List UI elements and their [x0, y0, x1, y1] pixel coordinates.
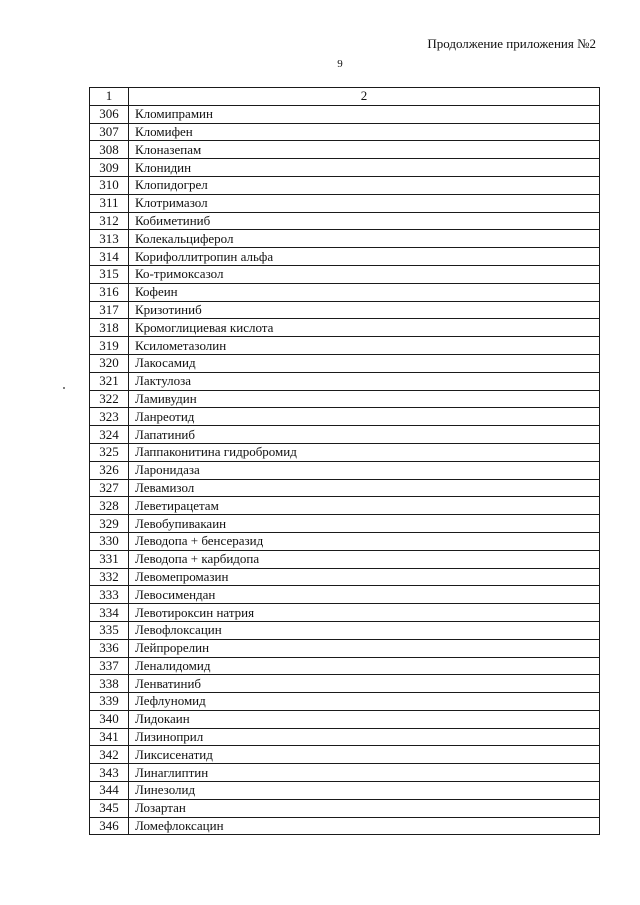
drug-name-cell: Клоназепам	[129, 141, 600, 159]
drug-name-cell: Лозартан	[129, 799, 600, 817]
drug-name-cell: Левосимендан	[129, 586, 600, 604]
table-row	[90, 710, 600, 728]
row-number-cell: 343	[90, 764, 129, 782]
row-number-cell: 322	[90, 390, 129, 408]
row-number-cell: 335	[90, 621, 129, 639]
table-row	[90, 479, 600, 497]
drug-name-cell: Левобупивакаин	[129, 515, 600, 533]
row-number-cell: 338	[90, 675, 129, 693]
table-row	[90, 408, 600, 426]
drug-name-cell: Левомепромазин	[129, 568, 600, 586]
drug-name-cell: Колекальциферол	[129, 230, 600, 248]
drug-name-cell: Леналидомид	[129, 657, 600, 675]
table-row	[90, 550, 600, 568]
drug-name-cell: Левофлоксацин	[129, 621, 600, 639]
table-row	[90, 372, 600, 390]
table-header-row	[90, 88, 600, 106]
table-row	[90, 141, 600, 159]
table-body	[90, 105, 600, 835]
table-row	[90, 390, 600, 408]
table-row	[90, 568, 600, 586]
drug-name-cell: Ламивудин	[129, 390, 600, 408]
scan-speck	[63, 387, 65, 389]
column-header-number: 1	[90, 88, 129, 106]
row-number-cell: 325	[90, 443, 129, 461]
table-row	[90, 105, 600, 123]
table-row	[90, 354, 600, 372]
drug-name-cell: Лактулоза	[129, 372, 600, 390]
table-row	[90, 817, 600, 835]
drug-name-cell: Лапатиниб	[129, 426, 600, 444]
drug-list-table-container	[89, 87, 600, 835]
row-number-cell: 327	[90, 479, 129, 497]
row-number-cell: 330	[90, 532, 129, 550]
table-row	[90, 319, 600, 337]
row-number-cell: 329	[90, 515, 129, 533]
row-number-cell: 307	[90, 123, 129, 141]
drug-name-cell: Клонидин	[129, 159, 600, 177]
column-header-name: 2	[129, 88, 600, 106]
row-number-cell: 346	[90, 817, 129, 835]
row-number-cell: 318	[90, 319, 129, 337]
drug-name-cell: Кломифен	[129, 123, 600, 141]
drug-name-cell: Корифоллитропин альфа	[129, 248, 600, 266]
row-number-cell: 313	[90, 230, 129, 248]
drug-name-cell: Кофеин	[129, 283, 600, 301]
row-number-cell: 342	[90, 746, 129, 764]
drug-name-cell: Клопидогрел	[129, 176, 600, 194]
drug-name-cell: Ланреотид	[129, 408, 600, 426]
row-number-cell: 309	[90, 159, 129, 177]
drug-name-cell: Ко-тримоксазол	[129, 265, 600, 283]
table-row	[90, 782, 600, 800]
drug-name-cell: Ликсисенатид	[129, 746, 600, 764]
drug-name-cell: Левотироксин натрия	[129, 604, 600, 622]
table-row	[90, 248, 600, 266]
drug-name-cell: Кобиметиниб	[129, 212, 600, 230]
appendix-continuation-note: Продолжение приложения №2	[427, 36, 596, 51]
row-number-cell: 311	[90, 194, 129, 212]
table-row	[90, 604, 600, 622]
drug-name-cell: Лакосамид	[129, 354, 600, 372]
table-row	[90, 265, 600, 283]
table-row	[90, 212, 600, 230]
drug-name-cell: Кромоглициевая кислота	[129, 319, 600, 337]
table-row	[90, 746, 600, 764]
table-row	[90, 586, 600, 604]
drug-name-cell: Кризотиниб	[129, 301, 600, 319]
table-row	[90, 283, 600, 301]
row-number-cell: 336	[90, 639, 129, 657]
row-number-cell: 326	[90, 461, 129, 479]
drug-name-cell: Леветирацетам	[129, 497, 600, 515]
row-number-cell: 328	[90, 497, 129, 515]
table-row	[90, 799, 600, 817]
drug-name-cell: Ломефлоксацин	[129, 817, 600, 835]
table-row	[90, 159, 600, 177]
drug-name-cell: Клотримазол	[129, 194, 600, 212]
row-number-cell: 306	[90, 105, 129, 123]
drug-name-cell: Ларонидаза	[129, 461, 600, 479]
table-row	[90, 693, 600, 711]
table-row	[90, 123, 600, 141]
row-number-cell: 341	[90, 728, 129, 746]
row-number-cell: 312	[90, 212, 129, 230]
row-number-cell: 319	[90, 337, 129, 355]
row-number-cell: 339	[90, 693, 129, 711]
row-number-cell: 321	[90, 372, 129, 390]
drug-list-table	[89, 87, 600, 835]
table-row	[90, 194, 600, 212]
table-row	[90, 764, 600, 782]
table-row	[90, 461, 600, 479]
row-number-cell: 344	[90, 782, 129, 800]
row-number-cell: 317	[90, 301, 129, 319]
drug-name-cell: Линезолид	[129, 782, 600, 800]
row-number-cell: 320	[90, 354, 129, 372]
row-number-cell: 323	[90, 408, 129, 426]
drug-name-cell: Леводопа + бенсеразид	[129, 532, 600, 550]
drug-name-cell: Левамизол	[129, 479, 600, 497]
row-number-cell: 314	[90, 248, 129, 266]
row-number-cell: 332	[90, 568, 129, 586]
table-row	[90, 176, 600, 194]
drug-name-cell: Леводопа + карбидопа	[129, 550, 600, 568]
table-row	[90, 675, 600, 693]
row-number-cell: 315	[90, 265, 129, 283]
row-number-cell: 310	[90, 176, 129, 194]
row-number-cell: 308	[90, 141, 129, 159]
drug-name-cell: Лейпрорелин	[129, 639, 600, 657]
table-row	[90, 621, 600, 639]
drug-name-cell: Ксилометазолин	[129, 337, 600, 355]
drug-name-cell: Лизиноприл	[129, 728, 600, 746]
table-row	[90, 728, 600, 746]
row-number-cell: 324	[90, 426, 129, 444]
row-number-cell: 337	[90, 657, 129, 675]
drug-name-cell: Лефлуномид	[129, 693, 600, 711]
drug-name-cell: Лидокаин	[129, 710, 600, 728]
page-number: 9	[337, 58, 343, 70]
drug-name-cell: Линаглиптин	[129, 764, 600, 782]
table-row	[90, 532, 600, 550]
row-number-cell: 345	[90, 799, 129, 817]
row-number-cell: 340	[90, 710, 129, 728]
table-row	[90, 301, 600, 319]
table-row	[90, 657, 600, 675]
row-number-cell: 333	[90, 586, 129, 604]
table-row	[90, 230, 600, 248]
row-number-cell: 316	[90, 283, 129, 301]
row-number-cell: 331	[90, 550, 129, 568]
drug-name-cell: Кломипрамин	[129, 105, 600, 123]
table-row	[90, 443, 600, 461]
table-row	[90, 497, 600, 515]
table-row	[90, 337, 600, 355]
drug-name-cell: Ленватиниб	[129, 675, 600, 693]
table-row	[90, 515, 600, 533]
table-row	[90, 639, 600, 657]
row-number-cell: 334	[90, 604, 129, 622]
table-row	[90, 426, 600, 444]
drug-name-cell: Лаппаконитина гидробромид	[129, 443, 600, 461]
